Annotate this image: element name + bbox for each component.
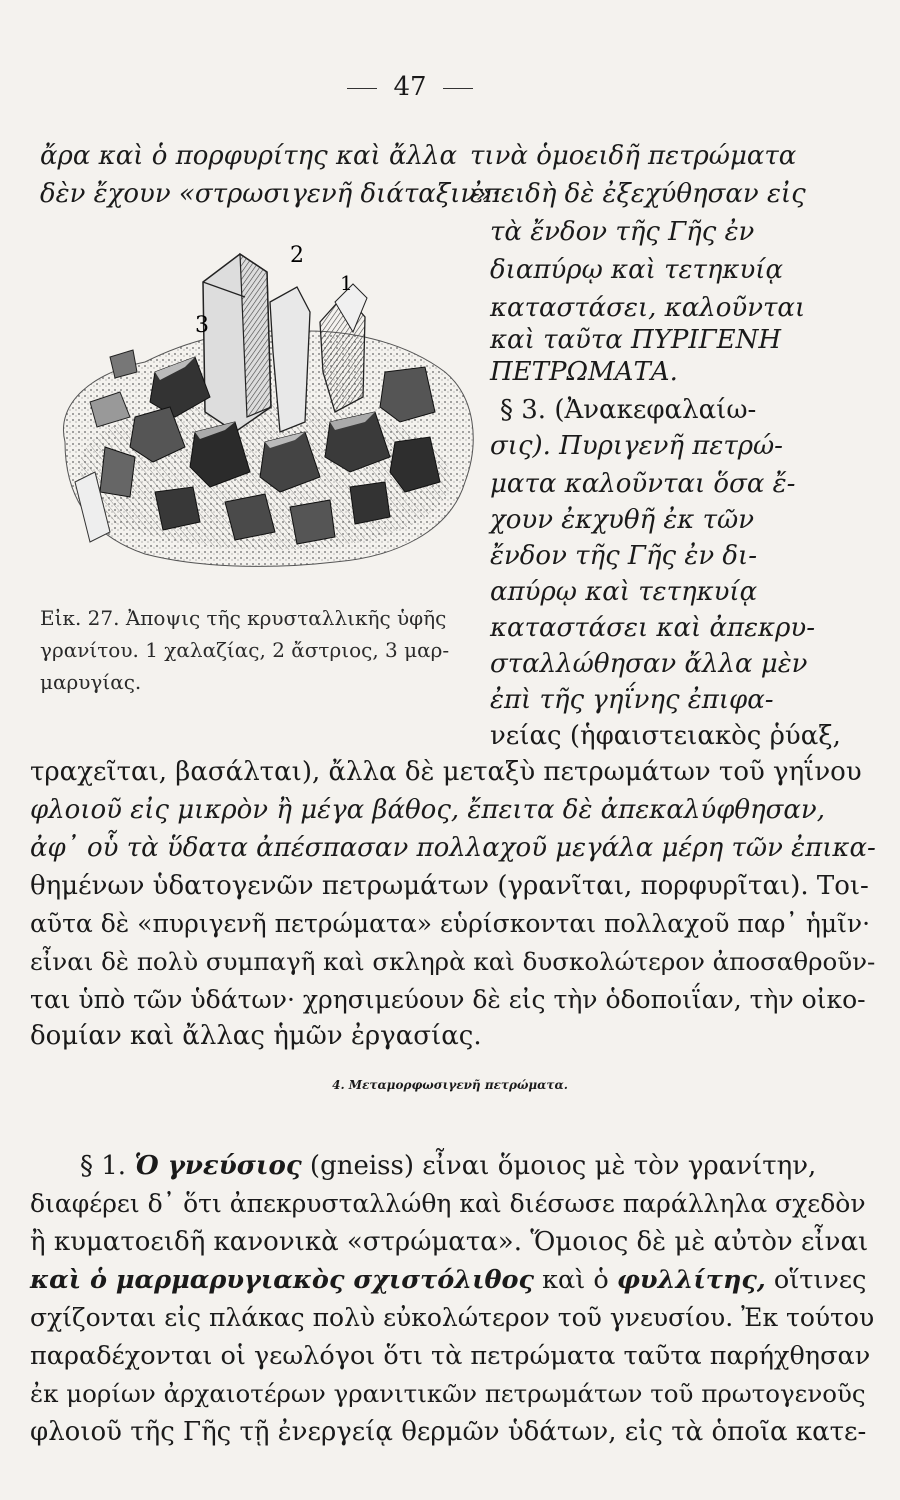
section-para-line-5: σχίζονται εἰς πλάκας πολὺ εὐκολώτερον τοῦ γνευσίου. Ἐκ τούτου (30, 1303, 875, 1332)
right-col-line-4: καὶ ταῦτα ΠΥΡΙΓΕΝΗ (490, 325, 782, 355)
right-col-line-7: σις). Πυριγενῆ πετρώ- (490, 431, 783, 461)
right-col-line-8: ματα καλοῦνται ὅσα ἔ- (490, 469, 796, 499)
section-para-term-phyllite: φυλλίτης, (616, 1265, 766, 1295)
paragraph-line-7: ται ὑπὸ τῶν ὑδάτων· χρησιμεύουν δὲ εἰς τὴν ὁδοποιΐαν, τὴν οἰκο- (30, 985, 866, 1014)
section-heading: 4. Μεταμορφωσιγενῆ πετρώματα. (332, 1078, 568, 1092)
right-col-line-12: καταστάσει καὶ ἀπεκρυ- (490, 613, 815, 643)
paragraph-line-1: τραχεῖται, βασάλται), ἄλλα δὲ μεταξὺ πετρωμάτων τοῦ γηΐνου (30, 757, 862, 787)
figure-caption-line-1: Εἰκ. 27. Ἀποψις τῆς κρυσταλλικῆς ὑφῆς (40, 606, 447, 630)
figure-label-2: 2 (290, 243, 304, 268)
section-para-mark: § 1. (80, 1151, 135, 1181)
figure-granite-crystals (35, 232, 490, 597)
paragraph-line-8: δομίαν καὶ ἄλλας ἡμῶν ἐργασίας. (30, 1021, 482, 1051)
paragraph-line-3: ἀφ᾽ οὗ τὰ ὕδατα ἀπέσπασαν πολλαχοῦ μεγάλα μέρη τῶν ἐπικα- (30, 833, 876, 863)
right-col-line-9: χουν ἐκχυθῆ ἐκ τῶν (490, 505, 754, 535)
section-para-line-8: φλοιοῦ τῆς Γῆς τῇ ἐνεργείᾳ θερμῶν ὑδάτων, εἰς τὰ ὁποῖα κατε- (30, 1417, 867, 1447)
page-number-dash-left (347, 88, 377, 89)
section-para-line-4-end: οἵτινες (765, 1265, 867, 1295)
figure-caption-line-2: γρανίτου. 1 χαλαζίας, 2 ἄστριος, 3 μαρ- (40, 638, 450, 662)
section-para-line-1-rest: (gneiss) εἶναι ὅμοιος μὲ τὸν γρανίτην, (301, 1151, 817, 1181)
text-line-2a: δὲν ἔχουν «στρωσιγενῆ διάταξιν»· (40, 179, 501, 209)
section-para-line-1 (80, 1148, 816, 1184)
section-para-term-schist: καὶ ὁ μαρμαρυγιακὸς σχιστόλιθος (30, 1265, 534, 1295)
section-para-term-gneiss: Ὁ γνεύσιος (134, 1151, 302, 1181)
section-para-line-4 (30, 1262, 866, 1298)
page-number-text: 47 (393, 72, 427, 102)
right-col-line-6: § 3. (Ἀνακεφαλαίω- (500, 395, 757, 425)
right-col-line-3: καταστάσει, καλοῦνται (490, 293, 806, 323)
text-line-2b: ἐπειδὴ δὲ ἐξεχύθησαν εἰς (470, 179, 806, 209)
section-para-line-2: διαφέρει δ᾽ ὅτι ἀπεκρυσταλλώθη καὶ διέσωσε παράλληλα σχεδὸν (30, 1189, 866, 1218)
figure-label-3: 3 (195, 313, 209, 338)
granite-illustration (35, 232, 490, 597)
figure-label-1: 1 (340, 271, 353, 295)
text-line-1b: τινὰ ὁμοειδῆ πετρώματα (470, 141, 797, 171)
text-line-1a: ἄρα καὶ ὁ πορφυρίτης καὶ ἄλλα (40, 141, 458, 171)
paragraph-line-2: φλοιοῦ εἰς μικρὸν ἢ μέγα βάθος, ἔπειτα δὲ ἀπεκαλύφθησαν, (30, 795, 825, 825)
section-para-line-3: ἢ κυματοειδῆ κανονικὰ «στρώματα». Ὅμοιος δὲ μὲ αὐτὸν εἶναι (30, 1227, 869, 1257)
right-col-line-13: σταλλώθησαν ἄλλα μὲν (490, 649, 808, 679)
right-col-line-2: διαπύρῳ καὶ τετηκυίᾳ (490, 255, 784, 285)
paragraph-line-6: εἶναι δὲ πολὺ συμπαγῆ καὶ σκληρὰ καὶ δυσκολώτερον ἀποσαθροῦν- (30, 947, 876, 976)
page-number (330, 72, 490, 102)
right-col-line-5: ΠΕΤΡΩΜΑΤΑ. (490, 357, 678, 387)
right-col-line-15: νείας (ἡφαιστειακὸς ῥύαξ, (490, 721, 841, 751)
right-col-line-1: τὰ ἔνδον τῆς Γῆς ἐν (490, 217, 755, 247)
section-para-line-6: παραδέχονται οἱ γεωλόγοι ὅτι τὰ πετρώματα ταῦτα παρήχθησαν (30, 1341, 871, 1371)
section-para-line-7: ἐκ μορίων ἀρχαιοτέρων γρανιτικῶν πετρωμάτων τοῦ πρωτογενοῦς (30, 1379, 866, 1408)
paragraph-line-5: αῦτα δὲ «πυριγενῆ πετρώματα» εὑρίσκονται πολλαχοῦ παρ᾽ ἡμῖν· (30, 909, 871, 938)
figure-caption-line-3: μαρυγίας. (40, 670, 142, 694)
page-number-dash-right (443, 88, 473, 89)
right-col-line-14: ἐπὶ τῆς γηΐνης ἐπιφα- (490, 685, 774, 715)
paragraph-line-4: θημένων ὑδατογενῶν πετρωμάτων (γρανῖται, πορφυρῖται). Τοι- (30, 871, 869, 901)
section-para-line-4-mid: καὶ ὁ (534, 1265, 617, 1295)
right-col-line-11: απύρῳ καὶ τετηκυίᾳ (490, 577, 758, 607)
right-col-line-10: ἔνδον τῆς Γῆς ἐν δι- (490, 541, 758, 571)
